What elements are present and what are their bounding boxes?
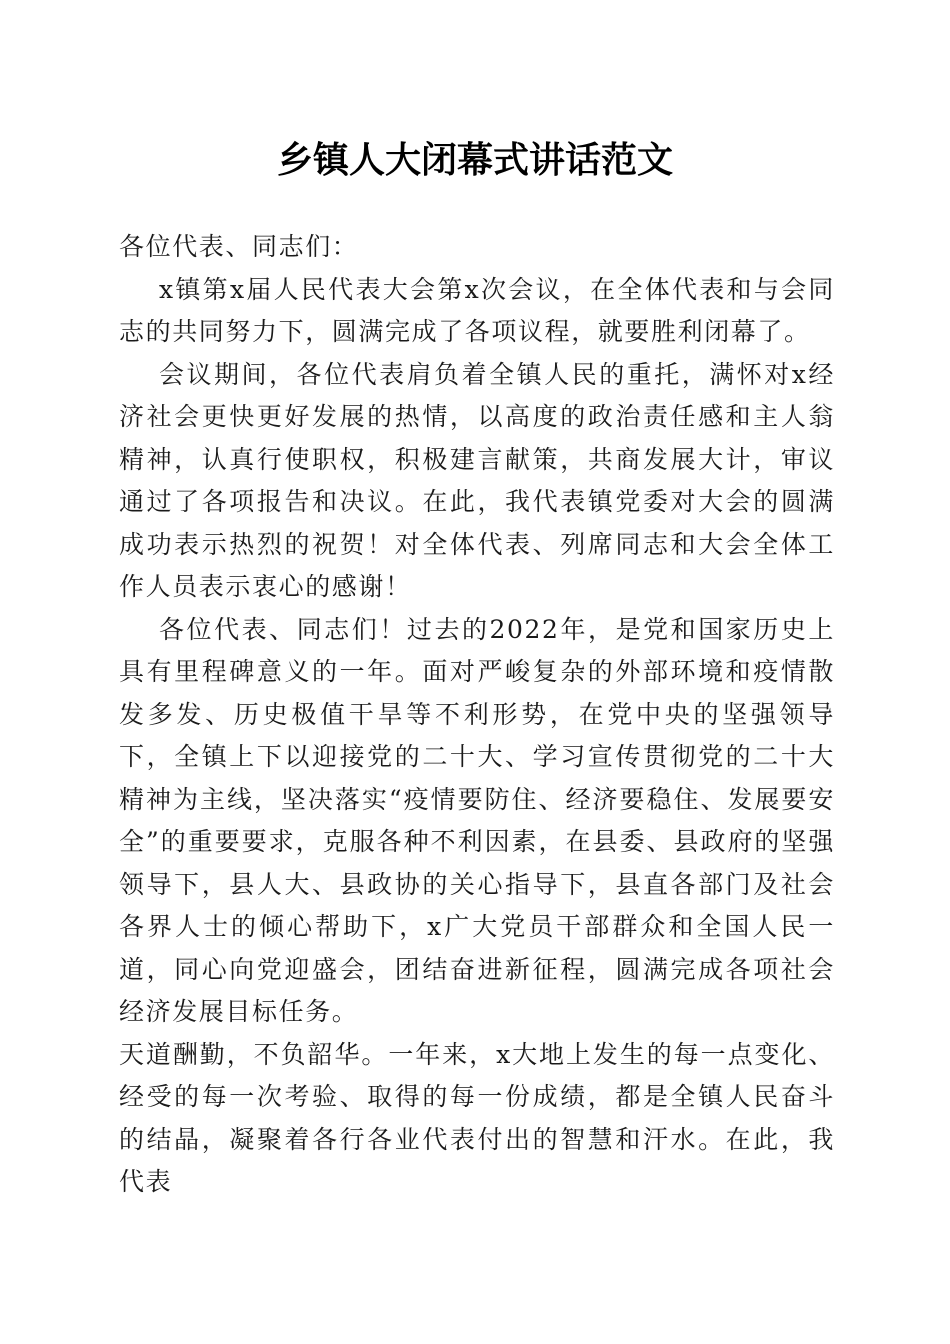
paragraph-2: 会议期间，各位代表肩负着全镇人民的重托，满怀对x经济社会更快更好发展的热情，以高度的政治责任感和主人翁精神，认真行使职权，积极建言献策，共商发展大计，审议通过了各项报告和决议。在此，我代表镇党委对大会的圆满成功表示热烈的祝贺！对全体代表、列席同志和大会全体工作人员表示衷心的感谢！: [119, 359, 835, 601]
salutation: 各位代表、同志们：: [119, 232, 359, 261]
paragraph-4: 天道酬勤，不负韶华。一年来，x大地上发生的每一点变化、经受的每一次考验、取得的每一份成绩，都是全镇人民奋斗的结晶，凝聚着各行各业代表付出的智慧和汗水。在此，我代表: [119, 1039, 835, 1196]
document-body: [119, 226, 835, 1204]
paragraph-3: 各位代表、同志们！过去的2022年，是党和国家历史上具有里程碑意义的一年。面对严峻复杂的外部环境和疫情散发多发、历史极值干旱等不利形势，在党中央的坚强领导下，全镇上下以迎接党的二十大、学习宣传贯彻党的二十大精神为主线，坚决落实“疫情要防住、经济要稳住、发展要安全”的重要要求，克服各种不利因素，在县委、县政府的坚强领导下，县人大、县政协的关心指导下，县直各部门及社会各界人士的倾心帮助下，x广大党员干部群众和全国人民一道，同心向党迎盛会，团结奋进新征程，圆满完成各项社会经济发展目标任务。: [119, 614, 835, 1026]
paragraph-1: x镇第x届人民代表大会第x次会议，在全体代表和与会同志的共同努力下，圆满完成了各项议程，就要胜利闭幕了。: [119, 274, 835, 346]
document-title: 乡镇人大闭幕式讲话范文: [276, 139, 673, 181]
